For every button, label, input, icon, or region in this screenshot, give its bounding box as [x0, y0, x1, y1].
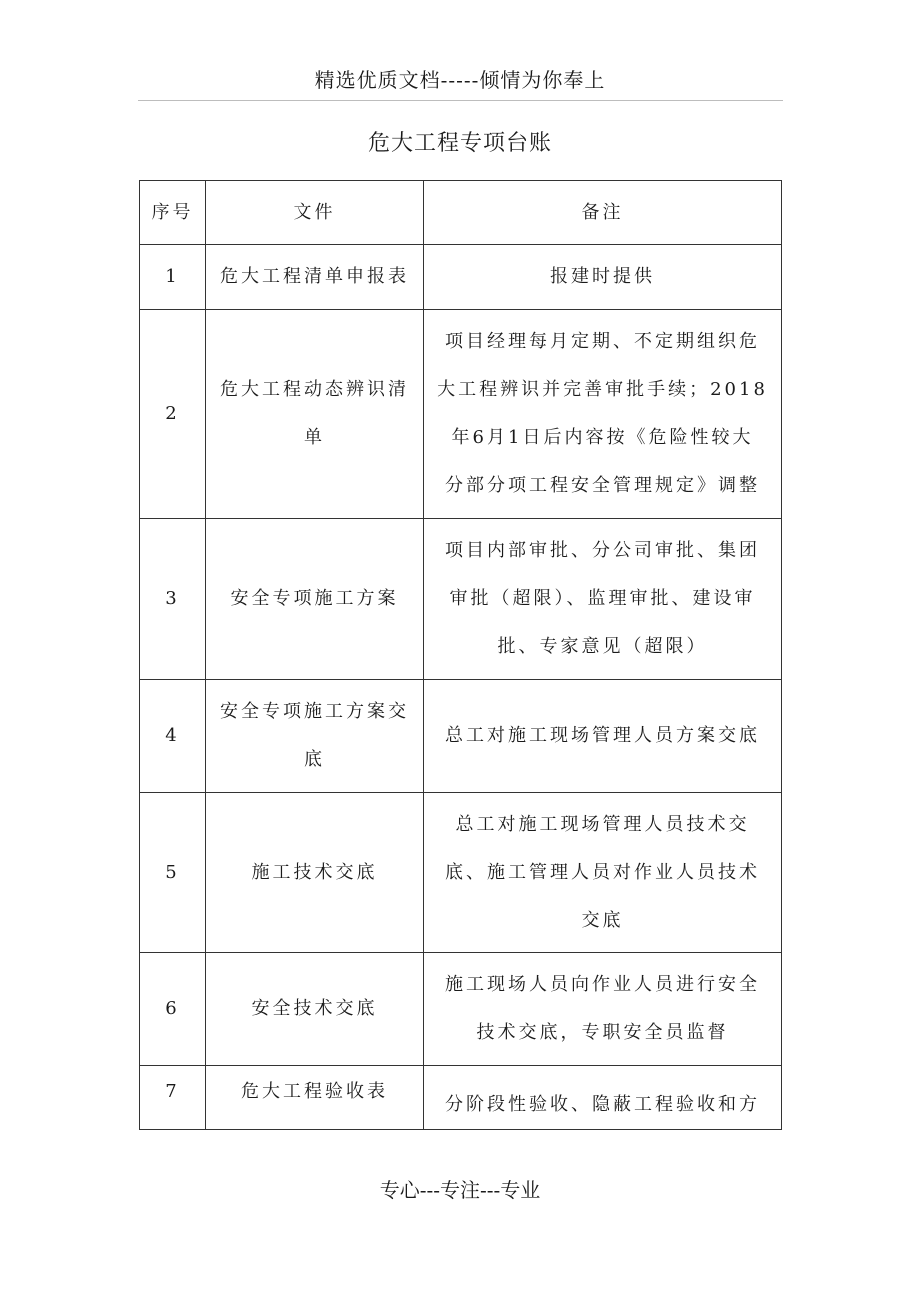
row-number: 6 [140, 953, 206, 1066]
file-line: 安全技术交底 [251, 998, 378, 1019]
remark-line: 分部分项工程安全管理规定》调整 [445, 475, 760, 496]
column-header-remark: 备注 [424, 181, 782, 245]
row-number: 5 [140, 793, 206, 953]
remark-line: 项目经理每月定期、不定期组织危 [445, 331, 760, 352]
remark-line: 年6月1日后内容按《危险性较大 [451, 427, 754, 448]
row-number: 1 [140, 245, 206, 310]
remark-cell [424, 245, 782, 310]
ledger-table [139, 180, 782, 1130]
remark-cell [424, 519, 782, 680]
table-row [140, 310, 782, 519]
table-header-row [140, 181, 782, 245]
table-row [140, 680, 782, 793]
remark-cell [424, 680, 782, 793]
file-line: 底 [304, 749, 325, 770]
header-divider [138, 100, 783, 101]
column-header-file: 文件 [206, 181, 424, 245]
file-line: 安全专项施工方案 [230, 588, 399, 609]
file-cell [206, 953, 424, 1066]
page-header: 精选优质文档-----倾情为你奉上 [314, 68, 606, 92]
row-number: 2 [140, 310, 206, 519]
file-line: 施工技术交底 [251, 861, 378, 883]
file-cell [206, 1066, 424, 1130]
file-cell [206, 245, 424, 310]
remark-line: 审批（超限）、监理审批、建设审 [449, 588, 756, 609]
remark-line: 施工现场人员向作业人员进行安全 [445, 974, 760, 995]
remark-line: 底、施工管理人员对作业人员技术 [445, 861, 760, 883]
table-row [140, 519, 782, 680]
remark-cell [424, 310, 782, 519]
file-line: 危大工程清单申报表 [220, 266, 409, 287]
row-number: 4 [140, 680, 206, 793]
table-row [140, 1066, 782, 1130]
file-line: 单 [304, 427, 325, 448]
file-line: 危大工程验收表 [241, 1081, 388, 1102]
remark-cell [424, 1066, 782, 1130]
remark-cell [424, 953, 782, 1066]
remark-line: 批、专家意见（超限） [497, 636, 708, 657]
remark-line: 总工对施工现场管理人员方案交底 [445, 725, 760, 746]
table-row [140, 245, 782, 310]
row-number: 7 [140, 1066, 206, 1130]
file-line: 危大工程动态辨识清 [220, 379, 409, 400]
remark-line: 总工对施工现场管理人员技术交 [455, 813, 750, 835]
row-number: 3 [140, 519, 206, 680]
remark-cell [424, 793, 782, 953]
document-title: 危大工程专项台账 [367, 131, 552, 156]
remark-line: 技术交底，专职安全员监督 [476, 1022, 729, 1043]
table-row [140, 953, 782, 1066]
file-cell [206, 793, 424, 953]
remark-line: 大工程辨识并完善审批手续；2018 [437, 379, 768, 400]
remark-line: 分阶段性验收、隐蔽工程验收和方 [445, 1094, 760, 1115]
column-header-no: 序号 [140, 181, 206, 245]
file-cell [206, 680, 424, 793]
file-cell [206, 310, 424, 519]
remark-line: 报建时提供 [550, 266, 655, 287]
file-line: 安全专项施工方案交 [220, 701, 409, 722]
table-row [140, 793, 782, 953]
file-cell [206, 519, 424, 680]
remark-line: 项目内部审批、分公司审批、集团 [445, 540, 760, 561]
page-footer: 专心---专注---专业 [379, 1178, 541, 1202]
remark-line: 交底 [581, 909, 624, 931]
